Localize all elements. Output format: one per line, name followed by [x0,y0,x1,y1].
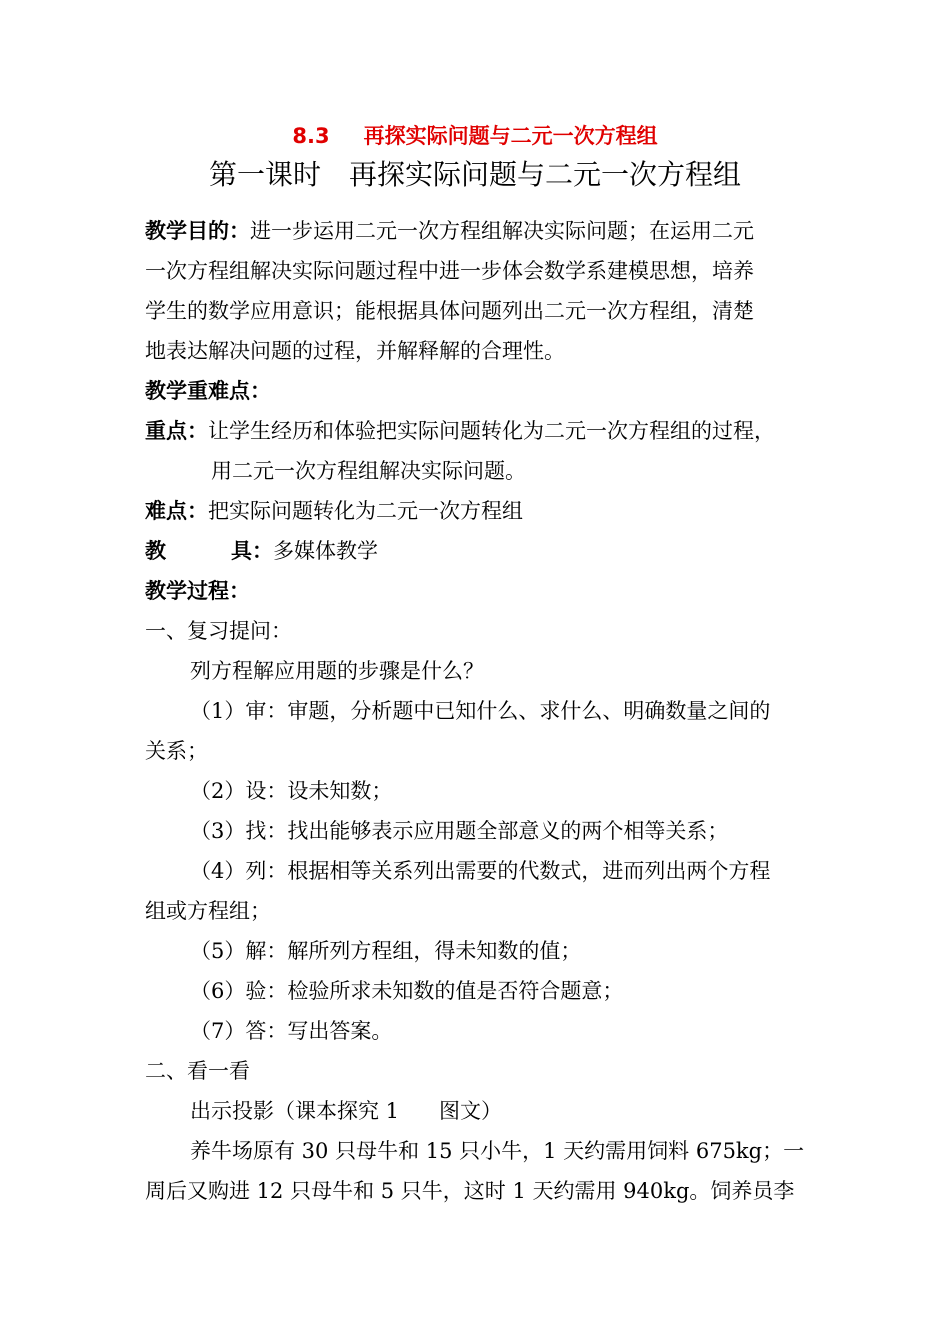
step-2: （2）设：设未知数； [190,779,393,803]
difficulties-heading: 教学重难点： [145,379,271,403]
key-point-text-1: 让学生经历和体验把实际问题转化为二元一次方程组的过程， [208,419,775,443]
objectives-line-3: 学生的数学应用意识；能根据具体问题列出二元一次方程组，清楚 [145,299,754,323]
lesson-title: 再探实际问题与二元一次方程组 [349,158,742,191]
hard-point-text: 把实际问题转化为二元一次方程组 [208,499,523,523]
step-3: （3）找：找出能够表示应用题全部意义的两个相等关系； [190,819,729,843]
hard-point-label: 难点： [145,499,208,523]
problem-line-2: 周后又购进 12 只母牛和 5 只牛，这时 1 天约需用 940kg。饲养员李 [145,1179,795,1203]
problem-line-1: 养牛场原有 30 只母牛和 15 只小牛，1 天约需用饲料 675kg；一 [190,1139,805,1163]
step-5: （5）解：解所列方程组，得未知数的值； [190,939,582,963]
tools-label-a: 教 [145,539,166,563]
review-question: 列方程解应用题的步骤是什么？ [190,659,484,683]
step-1-line-2: 关系； [145,739,208,763]
lesson-heading [0,157,950,193]
step-4-line-1: （4）列：根据相等关系列出需要的代数式，进而列出两个方程 [190,859,771,883]
part1-title: 一、复习提问： [145,619,292,643]
lesson-label: 第一课时 [208,158,321,191]
tools-text: 多媒体教学 [273,539,378,563]
section-heading [0,122,950,150]
objectives-line-1 [145,218,825,244]
part2-title: 二、看一看 [145,1059,250,1083]
step-7: （7）答：写出答案。 [190,1019,393,1043]
hard-point-line [145,498,825,524]
objectives-line-4: 地表达解决问题的过程，并解释解的合理性。 [145,339,565,363]
tools-label-b: 具： [231,539,273,563]
step-1-line-1: （1）审：审题，分析题中已知什么、求什么、明确数量之间的 [190,699,771,723]
step-4-line-2: 组或方程组； [145,899,271,923]
step-6: （6）验：检验所求未知数的值是否符合题意； [190,979,624,1003]
objectives-text-1: 进一步运用二元一次方程组解决实际问题；在运用二元 [250,219,754,243]
projection-text-b: 图文） [439,1099,503,1123]
tools-line [145,538,825,564]
projection-line [190,1098,870,1124]
objectives-label: 教学目的： [145,219,250,243]
process-heading: 教学过程： [145,579,250,603]
objectives-line-2: 一次方程组解决实际问题过程中进一步体会数学系建模思想，培养 [145,259,754,283]
section-number: 8.3 [292,124,330,148]
key-point-line-1 [145,418,825,444]
section-title: 再探实际问题与二元一次方程组 [363,124,658,148]
key-point-line-2: 用二元一次方程组解决实际问题。 [211,459,526,483]
key-point-label: 重点： [145,419,208,443]
projection-text-a: 出示投影（课本探究 1 [190,1099,400,1123]
